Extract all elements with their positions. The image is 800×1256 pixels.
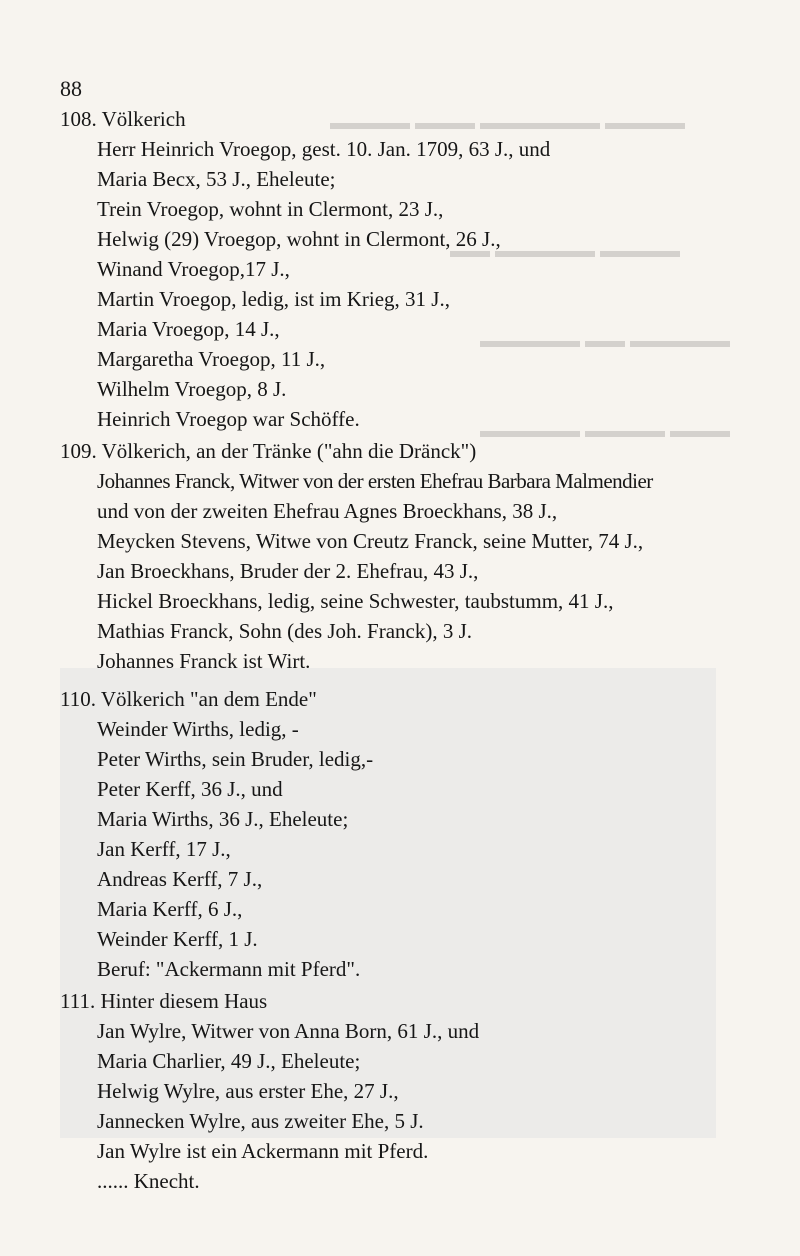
- entry-line: Winand Vroegop,17 J.,: [97, 257, 290, 281]
- entry-108: [60, 104, 740, 434]
- entry-line: Weinder Wirths, ledig, -: [97, 717, 299, 741]
- entry-line: Wilhelm Vroegop, 8 J.: [97, 377, 287, 401]
- reverse-side-ghost-text: ▬▬▬▬▬ ▬▬ ▬▬▬▬▬: [480, 330, 730, 352]
- entry-heading: 111. Hinter diesem Haus: [60, 989, 268, 1013]
- entry-heading: 109. Völkerich, an der Tränke ("ahn die Dränck"): [60, 439, 477, 463]
- entry-line: ...... Knecht.: [97, 1169, 200, 1193]
- entry-line: Heinrich Vroegop war Schöffe.: [97, 407, 360, 431]
- entry-line: Maria Vroegop, 14 J.,: [97, 317, 280, 341]
- entry-line: und von der zweiten Ehefrau Agnes Broeckhans, 38 J.,: [97, 499, 558, 523]
- entry-line: Johannes Franck ist Wirt.: [97, 649, 311, 673]
- entry-line: Beruf: "Ackermann mit Pferd".: [97, 957, 361, 981]
- entry-110: [60, 684, 740, 984]
- entry-line: Andreas Kerff, 7 J.,: [97, 867, 263, 891]
- entry-line: Jan Wylre ist ein Ackermann mit Pferd.: [97, 1139, 429, 1163]
- entry-line: Peter Wirths, sein Bruder, ledig,-: [97, 747, 374, 771]
- entry-line: Helwig Wylre, aus erster Ehe, 27 J.,: [97, 1079, 399, 1103]
- entry-109: [60, 436, 740, 676]
- entry-line: Hickel Broeckhans, ledig, seine Schwester, taubstumm, 41 J.,: [97, 589, 614, 613]
- entry-line: Maria Kerff, 6 J.,: [97, 897, 243, 921]
- entry-line: Helwig (29) Vroegop, wohnt in Clermont, 26 J.,: [97, 227, 501, 251]
- entry-line: Maria Becx, 53 J., Eheleute;: [97, 167, 336, 191]
- page-number: 88: [60, 76, 82, 101]
- reverse-side-ghost-text: ▬▬▬▬ ▬▬▬▬▬▬ ▬▬▬ ▬▬▬▬: [330, 112, 685, 134]
- entry-111: [60, 986, 740, 1196]
- entry-line: Jan Wylre, Witwer von Anna Born, 61 J., und: [97, 1019, 480, 1043]
- entry-line: Peter Kerff, 36 J., und: [97, 777, 283, 801]
- entry-heading: 108. Völkerich: [60, 107, 186, 131]
- entry-line: Johannes Franck, Witwer von der ersten Ehefrau Barbara Malmendier: [97, 469, 653, 493]
- entry-line: Maria Charlier, 49 J., Eheleute;: [97, 1049, 361, 1073]
- entry-line: Maria Wirths, 36 J., Eheleute;: [97, 807, 349, 831]
- entry-line: Margaretha Vroegop, 11 J.,: [97, 347, 326, 371]
- entry-line: Jan Kerff, 17 J.,: [97, 837, 231, 861]
- entry-line: Martin Vroegop, ledig, ist im Krieg, 31 J.,: [97, 287, 450, 311]
- reverse-side-ghost-text: ▬▬▬ ▬▬▬▬ ▬▬▬▬▬: [480, 420, 730, 442]
- entry-line: Trein Vroegop, wohnt in Clermont, 23 J.,: [97, 197, 444, 221]
- entry-line: Weinder Kerff, 1 J.: [97, 927, 258, 951]
- entry-line: Meycken Stevens, Witwe von Creutz Franck, seine Mutter, 74 J.,: [97, 529, 644, 553]
- entry-heading: 110. Völkerich "an dem Ende": [60, 687, 317, 711]
- entry-line: Mathias Franck, Sohn (des Joh. Franck), 3 J.: [97, 619, 473, 643]
- entry-line: Herr Heinrich Vroegop, gest. 10. Jan. 1709, 63 J., und: [97, 137, 551, 161]
- entry-line: Jan Broeckhans, Bruder der 2. Ehefrau, 43 J.,: [97, 559, 479, 583]
- reverse-side-ghost-text: ▬▬▬▬ ▬▬▬▬▬ ▬▬: [450, 240, 680, 262]
- entry-line: Jannecken Wylre, aus zweiter Ehe, 5 J.: [97, 1109, 424, 1133]
